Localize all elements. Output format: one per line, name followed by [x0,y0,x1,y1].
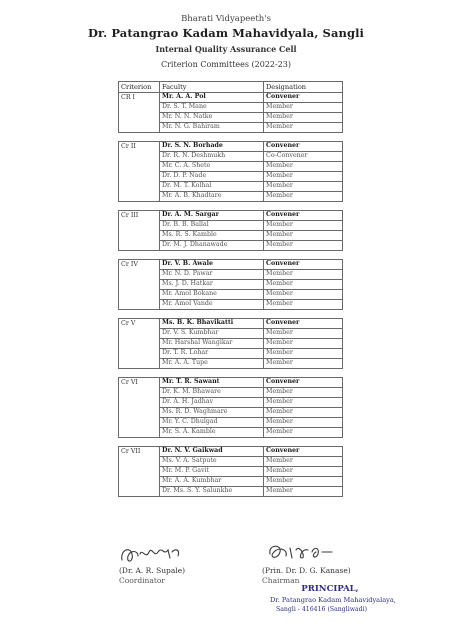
criterion-cell: Cr II [119,142,160,202]
table-row [119,447,343,457]
column-header-designation: Designation [264,82,343,93]
designation-cell: Member [264,182,343,192]
designation-cell: Convener [264,319,343,329]
criterion-cell: CR I [119,93,160,133]
faculty-cell: Mr. N. N. Natke [160,113,264,123]
faculty-cell: Mr. Amol Bokane [160,290,264,300]
committees-table-body [119,93,343,497]
faculty-cell: Mr. N. G. Bahiram [160,123,264,133]
cell-name: Internal Quality Assurance Cell [155,44,297,54]
table-row [119,260,343,270]
faculty-cell: Ms. J. D. Hatkar [160,280,264,290]
faculty-cell: Mr. N. D. Pawar [160,270,264,280]
table-row [119,142,343,152]
document-subtitle: Criterion Committees (2022-23) [160,60,292,69]
committees-table [118,81,343,497]
designation-cell: Convener [264,93,343,103]
designation-cell: Co-Convener [264,152,343,162]
group-spacer-row [119,310,343,319]
designation-cell: Member [264,477,343,487]
group-spacer-cell [119,133,343,142]
faculty-cell: Mr. C. A. Shete [160,162,264,172]
designation-cell: Convener [264,211,343,221]
designation-cell: Member [264,241,343,251]
faculty-cell: Ms. V. A. Satpute [160,457,264,467]
chairman-name: (Prin. Dr. D. G. Kanase) [262,566,351,575]
designation-cell: Member [264,428,343,438]
faculty-cell: Dr. T. R. Lohar [160,349,264,359]
criterion-cell: Cr V [119,319,160,369]
designation-cell: Member [264,329,343,339]
faculty-cell: Dr. S. T. Mane [160,103,264,113]
coordinator-name: (Dr. A. R. Supale) [119,566,186,575]
faculty-cell: Dr. V. S. Kumbhar [160,329,264,339]
designation-cell: Member [264,487,343,497]
designation-cell: Member [264,192,343,202]
table-row [119,211,343,221]
designation-cell: Member [264,408,343,418]
group-spacer-row [119,369,343,378]
designation-cell: Member [264,231,343,241]
criterion-cell: Cr VI [119,378,160,438]
coordinator-role: Coordinator [119,576,165,585]
faculty-cell: Mr. A. A. Tupe [160,359,264,369]
faculty-cell: Mr. S. A. Kamble [160,428,264,438]
group-spacer-row [119,438,343,447]
stamp-title: PRINCIPAL, [301,584,359,594]
faculty-cell: Dr. B. B. Ballal [160,221,264,231]
designation-cell: Member [264,123,343,133]
designation-cell: Convener [264,378,343,388]
group-spacer-cell [119,251,343,260]
faculty-cell: Dr. K. M. Bhaware [160,388,264,398]
group-spacer-cell [119,369,343,378]
group-spacer-cell [119,202,343,211]
faculty-cell: Dr. A. H. Jadhav [160,398,264,408]
faculty-cell: Mr. Harshal Wangikar [160,339,264,349]
designation-cell: Member [264,339,343,349]
designation-cell: Member [264,418,343,428]
group-spacer-cell [119,438,343,447]
table-row [119,378,343,388]
designation-cell: Member [264,172,343,182]
group-spacer-row [119,251,343,260]
designation-cell: Convener [264,142,343,152]
table-row [119,319,343,329]
designation-cell: Member [264,280,343,290]
designation-cell: Member [264,221,343,231]
table-header-row [119,82,343,93]
designation-cell: Convener [264,447,343,457]
designation-cell: Member [264,467,343,477]
designation-cell: Member [264,103,343,113]
faculty-cell: Dr. M. T. Kolhal [160,182,264,192]
group-spacer-cell [119,310,343,319]
faculty-cell: Dr. M. J. Dhanawade [160,241,264,251]
criterion-cell: Cr III [119,211,160,251]
designation-cell: Member [264,388,343,398]
faculty-cell: Mr. A. B. Khadtare [160,192,264,202]
faculty-cell: Mr. T. R. Sawant [160,378,264,388]
faculty-cell: Mr. A. A. Kumbhar [160,477,264,487]
designation-cell: Member [264,457,343,467]
chairman-role: Chairman [262,576,300,585]
group-spacer-row [119,202,343,211]
designation-cell: Member [264,398,343,408]
faculty-cell: Ms. R. D. Waghmare [160,408,264,418]
stamp-address: Sangli - 416416 (Sangliwadi) [276,606,368,613]
chairman-signature [262,540,352,566]
faculty-cell: Mr. Amol Vande [160,300,264,310]
college-name: Dr. Patangrao Kadam Mahavidyala, Sangli [87,26,365,40]
designation-cell: Member [264,300,343,310]
faculty-cell: Mr. M. P. Gavit [160,467,264,477]
faculty-cell: Mr. A. A. Pol [160,93,264,103]
stamp-college: Dr. Patangrao Kadam Mahavidyalaya, [270,596,396,604]
designation-cell: Convener [264,260,343,270]
faculty-cell: Dr. N. V. Gaikwad [160,447,264,457]
faculty-cell: Dr. V. B. Awale [160,260,264,270]
faculty-cell: Dr. A. M. Sargar [160,211,264,221]
designation-cell: Member [264,290,343,300]
faculty-cell: Dr. Ms. S. Y. Salunkhe [160,487,264,497]
institution-name: Bharati Vidyapeeth's [181,14,271,24]
designation-cell: Member [264,270,343,280]
designation-cell: Member [264,162,343,172]
criterion-cell: Cr IV [119,260,160,310]
faculty-cell: Mr. Y. C. Dhulgad [160,418,264,428]
designation-cell: Member [264,359,343,369]
table-row [119,93,343,103]
faculty-cell: Ms. R. S. Kamble [160,231,264,241]
faculty-cell: Ms. B. K. Bhavikatti [160,319,264,329]
faculty-cell: Dr. S. N. Borhade [160,142,264,152]
column-header-criterion: Criterion [119,82,160,93]
faculty-cell: Dr. D. P. Nade [160,172,264,182]
group-spacer-row [119,133,343,142]
coordinator-signature [116,540,196,568]
designation-cell: Member [264,349,343,359]
designation-cell: Member [264,113,343,123]
column-header-faculty: Faculty [160,82,264,93]
criterion-cell: Cr VII [119,447,160,497]
faculty-cell: Dr. R. N. Deshmukh [160,152,264,162]
